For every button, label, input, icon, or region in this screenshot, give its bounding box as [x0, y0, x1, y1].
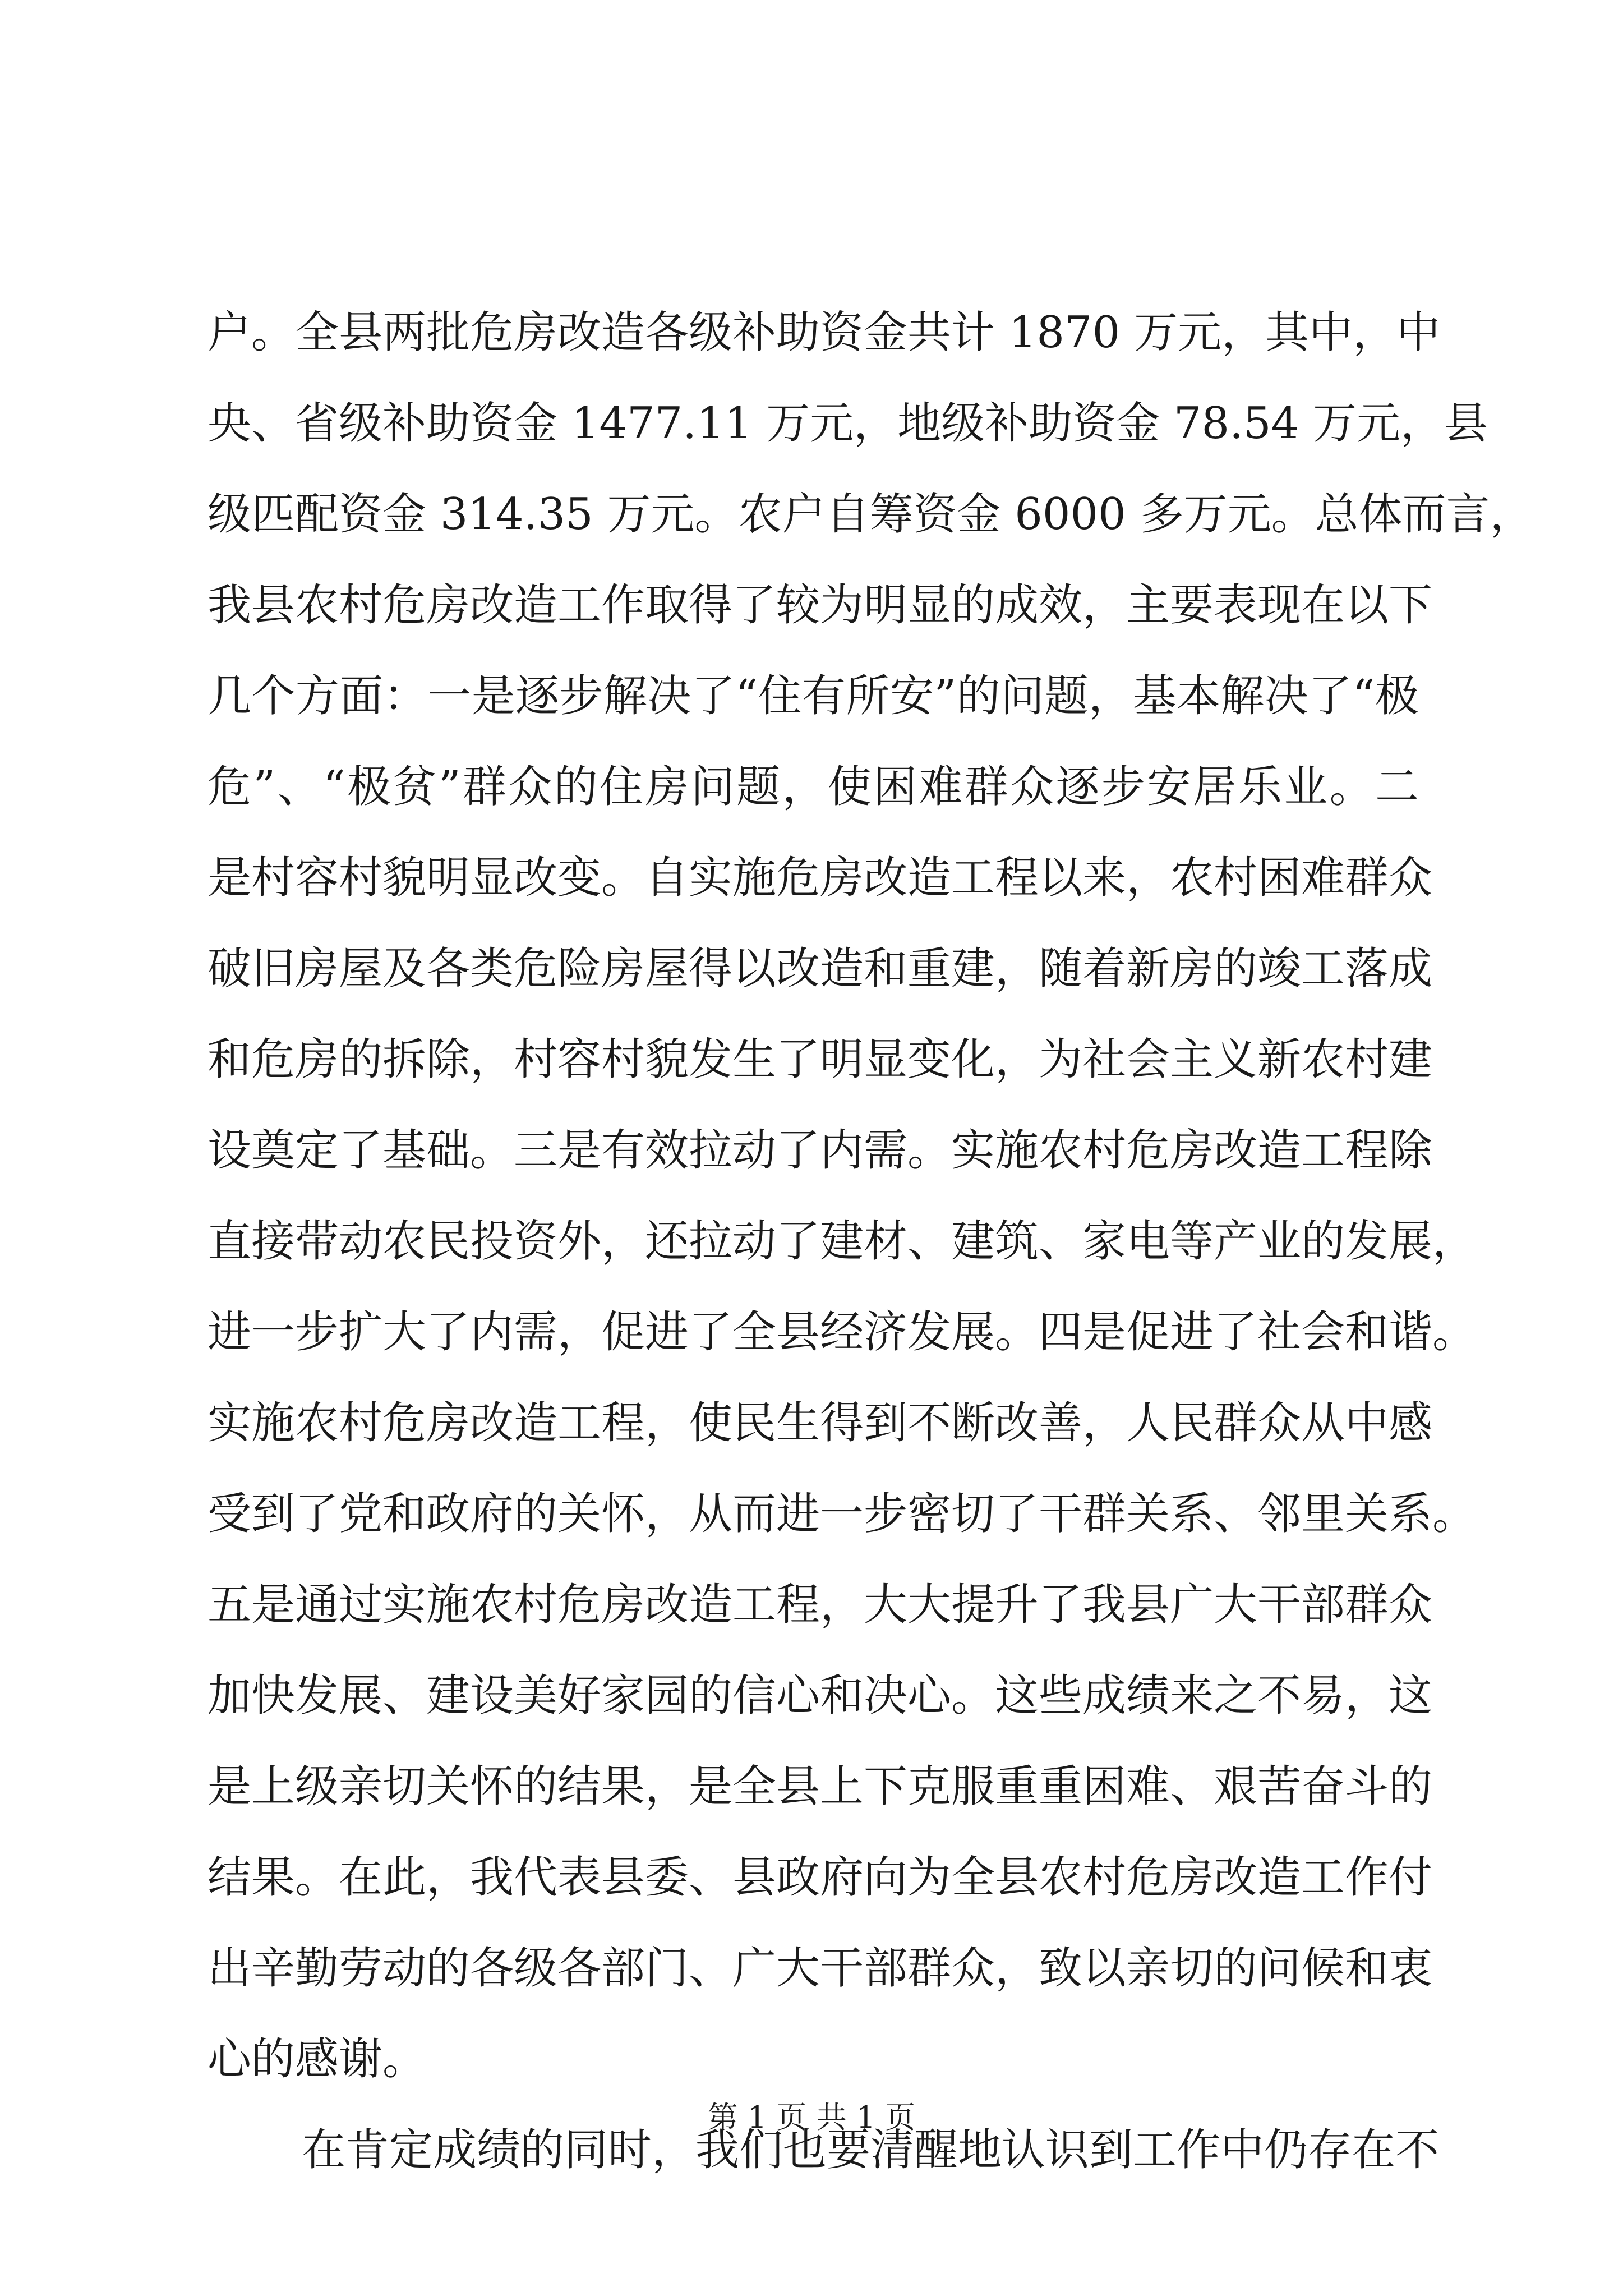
text-line: 户。全县两批危房改造各级补助资金共计 1870 万元，其中，中 [208, 307, 1441, 358]
text-line: 加快发展、建设美好家园的信心和决心。这些成绩来之不易，这 [208, 1671, 1433, 1721]
text-line: 央、省级补助资金 1477.11 万元，地级补助资金 78.54 万元，县 [208, 398, 1488, 449]
body-text [208, 287, 1534, 2196]
text-line: 危”、“极贫”群众的住房问题，使困难群众逐步安居乐业。二 [208, 762, 1419, 812]
text-line: 级匹配资金 314.35 万元。农户自筹资金 6000 多万元。总体而言， [208, 489, 1534, 540]
text-line: 出辛勤劳动的各级各部门、广大干部群众，致以亲切的问候和衷 [208, 1943, 1433, 1994]
page-footer: 第 1 页 共 1 页 [707, 2100, 916, 2135]
text-line: 实施农村危房改造工程，使民生得到不断改善，人民群众从中感 [208, 1398, 1433, 1448]
text-line: 是村容村貌明显改变。自实施危房改造工程以来，农村困难群众 [208, 853, 1433, 903]
text-line: 五是通过实施农村危房改造工程，大大提升了我县广大干部群众 [208, 1580, 1433, 1630]
text-line: 结果。在此，我代表县委、县政府向为全县农村危房改造工作付 [208, 1852, 1433, 1903]
text-line: 设奠定了基础。三是有效拉动了内需。实施农村危房改造工程除 [208, 1125, 1433, 1176]
text-line: 破旧房屋及各类危险房屋得以改造和重建，随着新房的竣工落成 [208, 944, 1433, 994]
text-line: 几个方面：一是逐步解决了“住有所安”的问题，基本解决了“极 [208, 671, 1419, 721]
text-line: 进一步扩大了内需，促进了全县经济发展。四是促进了社会和谐。 [208, 1307, 1477, 1358]
paragraph-start-line: 在肯定成绩的同时，我们也要清醒地认识到工作中仍存在不 [302, 2125, 1440, 2175]
text-line: 心的感谢。 [208, 2034, 427, 2085]
text-line: 直接带动农民投资外，还拉动了建材、建筑、家电等产业的发展， [208, 1216, 1477, 1267]
text-line: 是上级亲切关怀的结果，是全县上下克服重重困难、艰苦奋斗的 [208, 1761, 1433, 1812]
text-line: 受到了党和政府的关怀，从而进一步密切了干群关系、邻里关系。 [208, 1489, 1477, 1539]
text-line: 和危房的拆除，村容村貌发生了明显变化，为社会主义新农村建 [208, 1034, 1433, 1085]
text-line: 我县农村危房改造工作取得了较为明显的成效，主要表现在以下 [208, 580, 1433, 631]
